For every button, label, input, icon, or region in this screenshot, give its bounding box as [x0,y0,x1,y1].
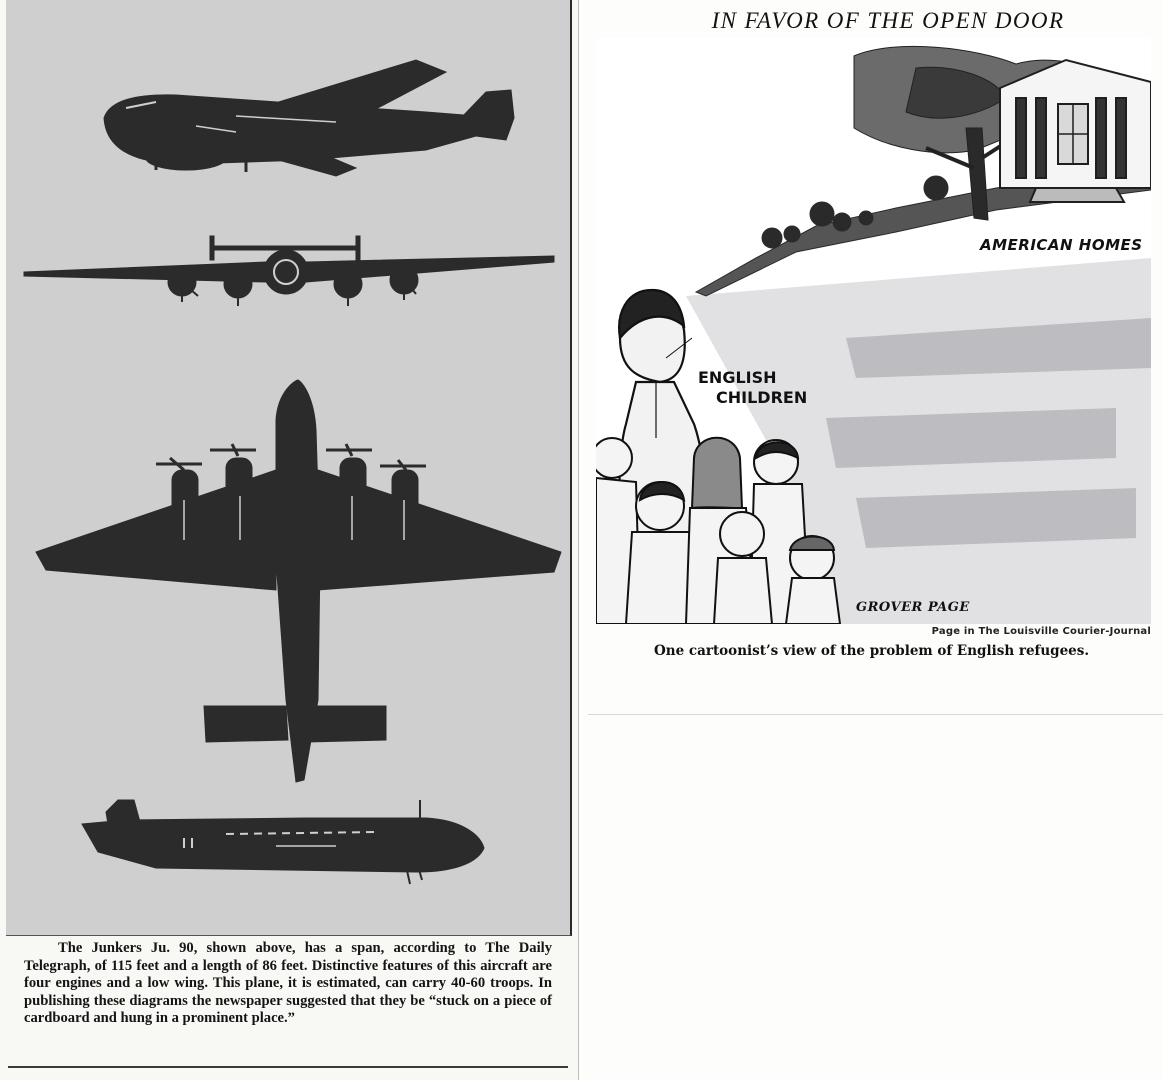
right-news-clipping [588,0,1163,715]
plane-front-view [24,236,554,306]
aircraft-diagram-panel [6,0,572,936]
label-english-line2: CHILDREN [716,388,808,407]
cartoon-title: IN FAVOR OF THE OPEN DOOR [711,8,1065,33]
aircraft-silhouettes [6,0,570,935]
cartoonist-signature: GROVER PAGE [856,600,970,615]
bottom-rule [8,1066,568,1068]
cartoon-credit: Page in The Louisville Courier-Journal [931,626,1151,637]
junkers-caption: The Junkers Ju. 90, shown above, has a span, according to The Daily Telegraph, of 115 feet and a length of 86 feet. Distinctive features of this aircraft are four engines and a low wing. This plane, it is estimated, can carry 40-60 troops. In publishing these diagrams the newspaper suggested that they be “stuck on a piece of cardboard and hung in a prominent place.” [24,940,552,1027]
plane-perspective-view [104,60,514,176]
label-english-line1: ENGLISH [698,368,777,387]
label-american-homes: AMERICAN HOMES [980,236,1143,254]
plane-plan-view [36,380,561,782]
plane-side-view [82,800,484,884]
cartoon-drawing [596,38,1151,624]
left-news-clipping [0,0,579,1080]
label-english-children [698,368,807,408]
cartoon-caption: One cartoonist’s view of the problem of English refugees. [654,643,1090,659]
house [1000,60,1151,202]
cartoon-illustration [596,38,1151,624]
